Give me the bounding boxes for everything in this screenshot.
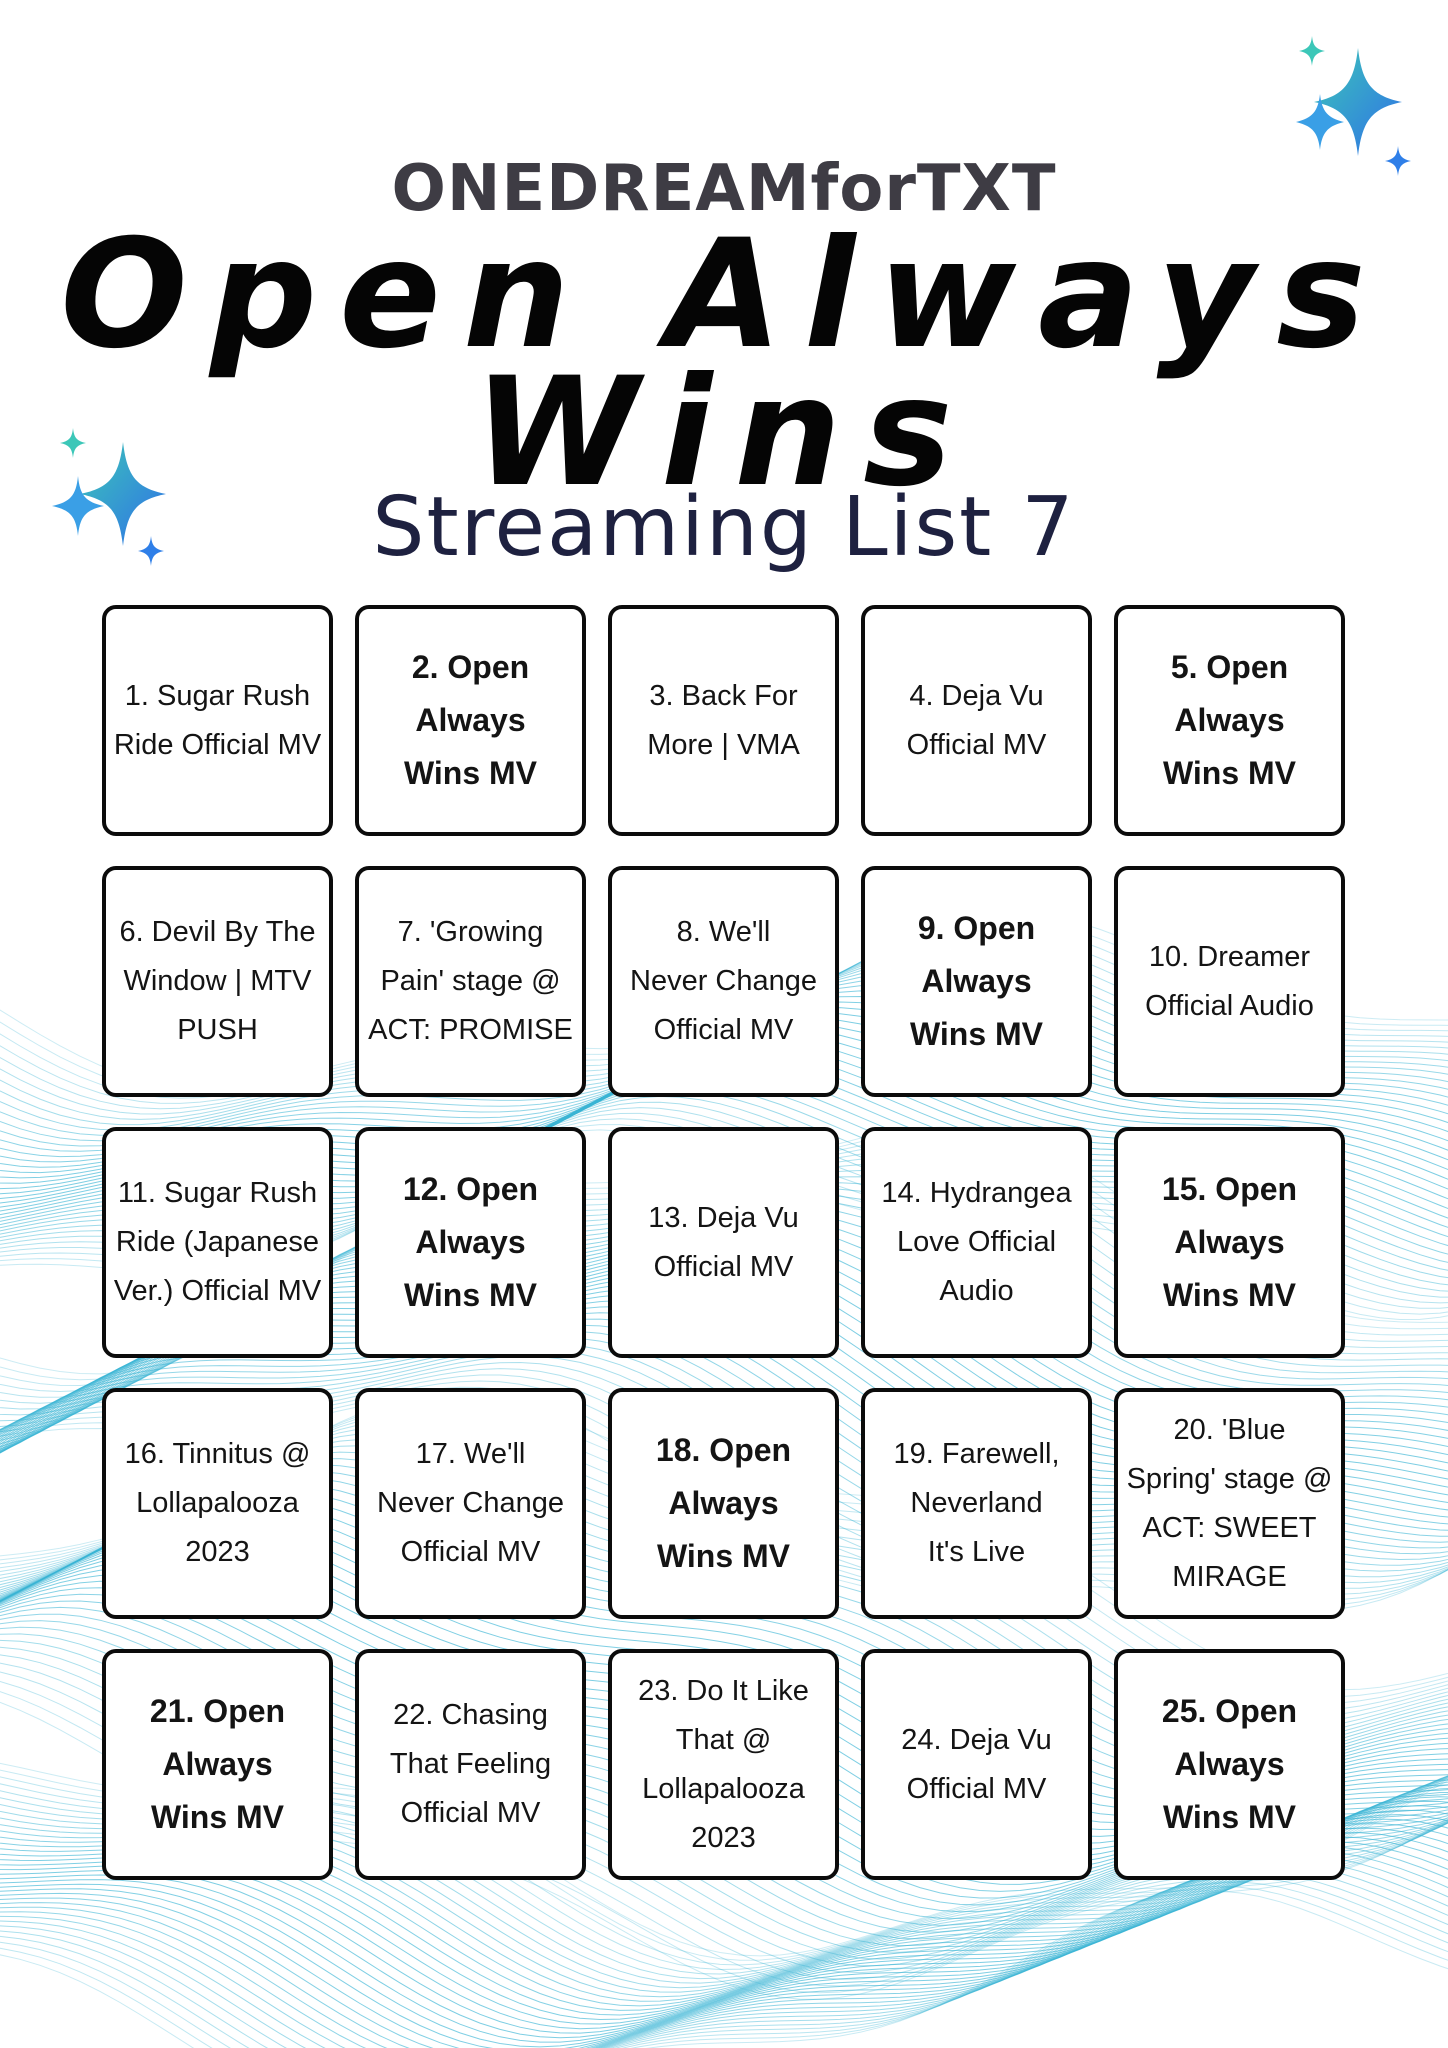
playlist-item-label: 15. Open Always Wins MV [1161,1171,1298,1313]
title-line-2: Wins [473,346,975,520]
playlist-item-label: 7. 'Growing Pain' stage @ ACT: PROMISE [368,916,573,1046]
playlist-item [102,1649,333,1880]
playlist-item-label: 3. Back For More | VMA [647,679,800,761]
playlist-item [608,605,839,836]
playlist-item-label: 18. Open Always Wins MV [655,1432,792,1574]
playlist-item [1114,1388,1345,1619]
playlist-item-label: 21. Open Always Wins MV [149,1693,286,1835]
playlist-item [861,1127,1092,1358]
playlist-item-label: 20. 'Blue Spring' stage @ ACT: SWEET MIRAGE [1126,1413,1333,1593]
playlist-item-label: 4. Deja Vu Official MV [906,679,1047,761]
playlist-item-label: 14. Hydrangea Love Official Audio [881,1177,1072,1307]
playlist-item-label: 13. Deja Vu Official MV [648,1201,799,1283]
playlist-item [861,1649,1092,1880]
playlist-item-label: 1. Sugar Rush Ride Official MV [113,679,322,761]
playlist-item [861,1388,1092,1619]
playlist-item-label: 2. Open Always Wins MV [403,649,538,791]
playlist-item [608,1649,839,1880]
playlist-item-label: 25. Open Always Wins MV [1161,1693,1298,1835]
playlist-item [102,605,333,836]
playlist-item [102,866,333,1097]
playlist-item [1114,1127,1345,1358]
playlist-item-label: 12. Open Always Wins MV [402,1171,539,1313]
playlist-item-label: 11. Sugar Rush Ride (Japanese Ver.) Official MV [113,1177,322,1307]
playlist-item-label: 24. Deja Vu Official MV [901,1723,1052,1805]
playlist-item-label: 16. Tinnitus @ Lollapalooza 2023 [124,1438,311,1568]
streaming-grid [102,605,1345,1880]
playlist-item-label: 8. We'll Never Change Official MV [630,916,817,1046]
playlist-item [355,866,586,1097]
playlist-item [355,1649,586,1880]
playlist-item-label: 19. Farewell, Neverland It's Live [893,1438,1060,1568]
playlist-item [102,1388,333,1619]
playlist-item [1114,605,1345,836]
organization-name: ONEDREAMforTXT [391,152,1057,226]
playlist-item [608,1127,839,1358]
playlist-item [355,1127,586,1358]
playlist-item [1114,1649,1345,1880]
playlist-item-label: 23. Do It Like That @ Lollapalooza 2023 [638,1674,809,1854]
playlist-item [1114,866,1345,1097]
subtitle: Streaming List 7 [372,480,1076,575]
title-line-1: Open Always [60,208,1388,382]
wave-line [0,1877,1448,2048]
playlist-item [608,1388,839,1619]
playlist-item-label: 22. Chasing That Feeling Official MV [389,1699,552,1829]
playlist-item [102,1127,333,1358]
playlist-item-label: 5. Open Always Wins MV [1162,649,1297,791]
playlist-item [608,866,839,1097]
playlist-item [355,605,586,836]
playlist-item-label: 10. Dreamer Official Audio [1145,940,1314,1022]
playlist-item [355,1388,586,1619]
playlist-item [861,866,1092,1097]
playlist-item-label: 9. Open Always Wins MV [909,910,1044,1052]
playlist-item-label: 17. We'll Never Change Official MV [377,1438,564,1568]
playlist-item-label: 6. Devil By The Window | MTV PUSH [119,916,316,1046]
playlist-item [861,605,1092,836]
